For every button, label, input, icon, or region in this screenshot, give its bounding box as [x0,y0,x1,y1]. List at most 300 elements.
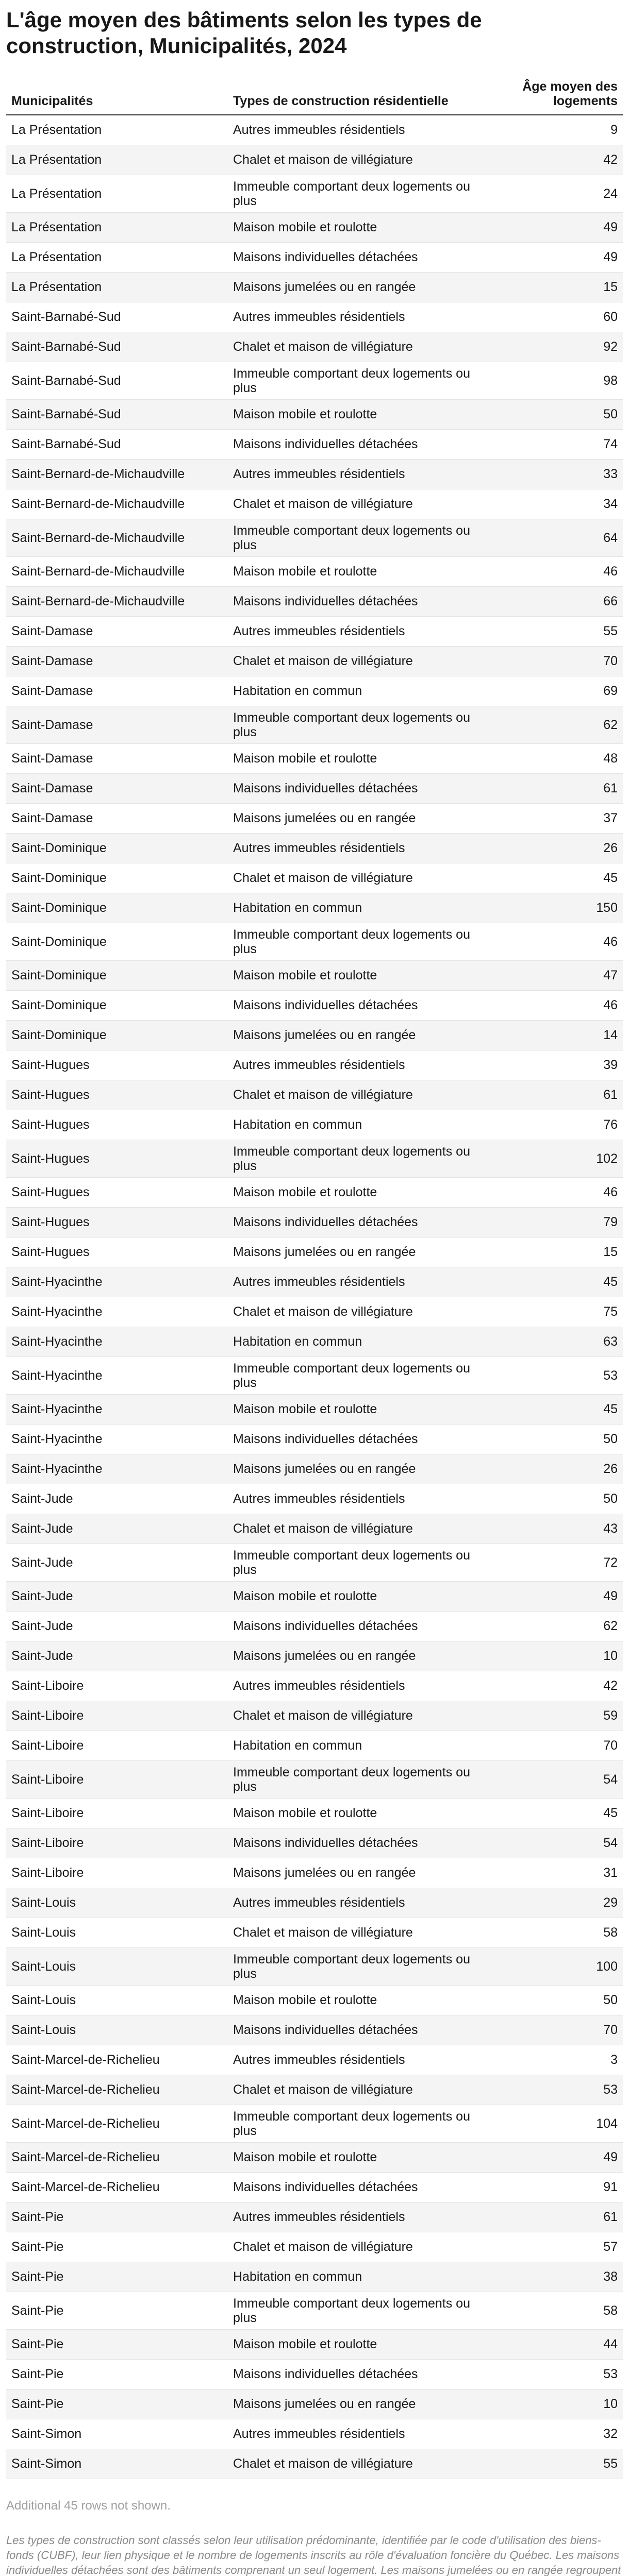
cell-construction-type: Maisons jumelées ou en rangée [228,272,496,302]
cell-average-age: 63 [496,1327,623,1357]
cell-construction-type: Autres immeubles résidentiels [228,2202,496,2232]
table-row [6,1544,623,1581]
cell-construction-type: Maisons individuelles détachées [228,242,496,272]
cell-average-age: 69 [496,676,623,706]
cell-construction-type: Chalet et maison de villégiature [228,2449,496,2479]
cell-average-age: 42 [496,1671,623,1701]
table-body [6,115,623,2479]
table-row [6,1947,623,1985]
table-row [6,706,623,743]
cell-construction-type: Autres immeubles résidentiels [228,1484,496,1514]
table-row [6,923,623,960]
cell-construction-type: Immeuble comportant deux logements ou plus [228,519,496,556]
cell-construction-type: Immeuble comportant deux logements ou plus [228,1357,496,1394]
cell-municipality: La Présentation [6,145,228,175]
table-row [6,2172,623,2202]
cell-construction-type: Immeuble comportant deux logements ou plus [228,362,496,399]
table-row [6,2045,623,2075]
cell-municipality: Saint-Damase [6,803,228,833]
cell-construction-type: Maisons individuelles détachées [228,2359,496,2389]
table-row [6,1267,623,1297]
cell-municipality: Saint-Dominique [6,833,228,863]
cell-construction-type: Maisons individuelles détachées [228,990,496,1020]
table-row [6,773,623,803]
cell-average-age: 46 [496,1177,623,1207]
cell-municipality: Saint-Louis [6,1918,228,1947]
cell-construction-type: Chalet et maison de villégiature [228,2232,496,2262]
cell-average-age: 48 [496,743,623,773]
cell-municipality: Saint-Barnabé-Sud [6,429,228,459]
cell-construction-type: Maison mobile et roulotte [228,1177,496,1207]
cell-construction-type: Habitation en commun [228,1731,496,1760]
cell-average-age: 46 [496,990,623,1020]
cell-average-age: 39 [496,1050,623,1080]
cell-construction-type: Immeuble comportant deux logements ou plus [228,2105,496,2142]
cell-construction-type: Chalet et maison de villégiature [228,1918,496,1947]
cell-municipality: Saint-Liboire [6,1858,228,1888]
cell-municipality: Saint-Dominique [6,990,228,1020]
cell-average-age: 45 [496,1394,623,1424]
table-row [6,1760,623,1798]
table-row [6,399,623,429]
cell-average-age: 76 [496,1110,623,1140]
table-row [6,1701,623,1731]
table-row [6,1671,623,1701]
cell-municipality: Saint-Hyacinthe [6,1357,228,1394]
cell-average-age: 66 [496,586,623,616]
cell-municipality: Saint-Marcel-de-Richelieu [6,2075,228,2105]
cell-construction-type: Maisons jumelées ou en rangée [228,1237,496,1267]
cell-municipality: La Présentation [6,175,228,212]
cell-municipality: Saint-Hugues [6,1177,228,1207]
table-row [6,676,623,706]
cell-construction-type: Maison mobile et roulotte [228,743,496,773]
cell-municipality: Saint-Damase [6,706,228,743]
cell-average-age: 37 [496,803,623,833]
cell-construction-type: Immeuble comportant deux logements ou plus [228,1140,496,1177]
cell-average-age: 92 [496,332,623,362]
cell-construction-type: Maisons individuelles détachées [228,1207,496,1237]
cell-average-age: 58 [496,1918,623,1947]
cell-construction-type: Autres immeubles résidentiels [228,302,496,332]
cell-average-age: 14 [496,1020,623,1050]
cell-average-age: 34 [496,489,623,519]
cell-average-age: 60 [496,302,623,332]
cell-average-age: 45 [496,1267,623,1297]
cell-municipality: Saint-Simon [6,2419,228,2449]
cell-municipality: Saint-Louis [6,2015,228,2045]
cell-construction-type: Maisons individuelles détachées [228,2172,496,2202]
table-row [6,2142,623,2172]
cell-municipality: Saint-Louis [6,1947,228,1985]
table-row [6,2419,623,2449]
cell-municipality: Saint-Dominique [6,863,228,893]
cell-construction-type: Immeuble comportant deux logements ou plus [228,1544,496,1581]
cell-construction-type: Chalet et maison de villégiature [228,1701,496,1731]
cell-construction-type: Autres immeubles résidentiels [228,616,496,646]
cell-average-age: 45 [496,863,623,893]
table-row [6,1394,623,1424]
cell-municipality: La Présentation [6,115,228,145]
cell-municipality: Saint-Marcel-de-Richelieu [6,2142,228,2172]
cell-construction-type: Habitation en commun [228,1327,496,1357]
table-row [6,2449,623,2479]
cell-construction-type: Maison mobile et roulotte [228,2329,496,2359]
table-row [6,1327,623,1357]
cell-municipality: Saint-Pie [6,2329,228,2359]
table-row [6,242,623,272]
cell-average-age: 10 [496,1641,623,1671]
table-row [6,803,623,833]
cell-municipality: Saint-Hyacinthe [6,1454,228,1484]
cell-construction-type: Autres immeubles résidentiels [228,833,496,863]
cell-average-age: 3 [496,2045,623,2075]
table-row [6,990,623,1020]
cell-average-age: 70 [496,646,623,676]
cell-construction-type: Maison mobile et roulotte [228,1985,496,2015]
cell-municipality: Saint-Hugues [6,1110,228,1140]
cell-municipality: Saint-Marcel-de-Richelieu [6,2105,228,2142]
cell-construction-type: Maison mobile et roulotte [228,1798,496,1828]
column-header-average-age[interactable]: Âge moyen des logements [496,72,623,115]
cell-municipality: Saint-Jude [6,1484,228,1514]
table-row [6,115,623,145]
cell-average-age: 62 [496,1611,623,1641]
cell-municipality: Saint-Liboire [6,1701,228,1731]
cell-average-age: 32 [496,2419,623,2449]
cell-construction-type: Autres immeubles résidentiels [228,2045,496,2075]
cell-average-age: 70 [496,2015,623,2045]
cell-construction-type: Chalet et maison de villégiature [228,646,496,676]
column-header-construction-type[interactable]: Types de construction résidentielle [228,72,496,115]
cell-municipality: Saint-Liboire [6,1731,228,1760]
cell-municipality: Saint-Jude [6,1641,228,1671]
cell-average-age: 46 [496,556,623,586]
cell-municipality: Saint-Damase [6,616,228,646]
cell-average-age: 50 [496,1484,623,1514]
cell-average-age: 62 [496,706,623,743]
cell-construction-type: Autres immeubles résidentiels [228,459,496,489]
cell-construction-type: Maison mobile et roulotte [228,556,496,586]
cell-municipality: Saint-Louis [6,1985,228,2015]
cell-average-age: 61 [496,2202,623,2232]
cell-municipality: Saint-Hugues [6,1237,228,1267]
table-row [6,1050,623,1080]
cell-average-age: 49 [496,2142,623,2172]
cell-municipality: Saint-Hugues [6,1140,228,1177]
table-row [6,556,623,586]
table-row [6,2389,623,2419]
cell-municipality: Saint-Hyacinthe [6,1394,228,1424]
table-row [6,2105,623,2142]
cell-municipality: La Présentation [6,272,228,302]
cell-average-age: 55 [496,616,623,646]
cell-average-age: 10 [496,2389,623,2419]
cell-construction-type: Chalet et maison de villégiature [228,1297,496,1327]
cell-average-age: 49 [496,1581,623,1611]
cell-municipality: Saint-Pie [6,2359,228,2389]
page [6,7,623,2576]
cell-municipality: Saint-Louis [6,1888,228,1918]
cell-municipality: Saint-Dominique [6,923,228,960]
cell-average-age: 74 [496,429,623,459]
cell-construction-type: Maison mobile et roulotte [228,960,496,990]
cell-municipality: Saint-Liboire [6,1760,228,1798]
table-row [6,2262,623,2292]
cell-average-age: 29 [496,1888,623,1918]
cell-average-age: 55 [496,2449,623,2479]
table-row [6,646,623,676]
cell-average-age: 150 [496,893,623,923]
cell-municipality: Saint-Bernard-de-Michaudville [6,489,228,519]
cell-construction-type: Immeuble comportant deux logements ou plus [228,175,496,212]
data-table [6,72,623,2479]
table-row [6,1484,623,1514]
cell-municipality: Saint-Hugues [6,1050,228,1080]
table-row [6,1828,623,1858]
additional-rows-note: Additional 45 rows not shown. [6,2498,171,2513]
header-row [6,72,623,115]
cell-construction-type: Autres immeubles résidentiels [228,1050,496,1080]
cell-construction-type: Habitation en commun [228,676,496,706]
cell-municipality: Saint-Damase [6,773,228,803]
table-row [6,833,623,863]
cell-average-age: 54 [496,1828,623,1858]
cell-construction-type: Autres immeubles résidentiels [228,1267,496,1297]
cell-construction-type: Immeuble comportant deux logements ou plus [228,1760,496,1798]
cell-municipality: Saint-Jude [6,1581,228,1611]
cell-municipality: Saint-Marcel-de-Richelieu [6,2172,228,2202]
cell-average-age: 70 [496,1731,623,1760]
cell-average-age: 53 [496,2075,623,2105]
cell-average-age: 59 [496,1701,623,1731]
cell-construction-type: Immeuble comportant deux logements ou plus [228,1947,496,1985]
cell-average-age: 24 [496,175,623,212]
cell-average-age: 45 [496,1798,623,1828]
cell-construction-type: Maison mobile et roulotte [228,212,496,242]
cell-construction-type: Chalet et maison de villégiature [228,2075,496,2105]
table-row [6,459,623,489]
cell-average-age: 53 [496,1357,623,1394]
cell-municipality: Saint-Simon [6,2449,228,2479]
footnote: Les types de construction sont classés selon leur utilisation prédominante, identifiée par le code d'utilisation des biens-fonds (CUBF), leur lien physique et le nombre de logements inscrits au rôle d'évaluation foncière du Québec. Les maisons individuelles détachées sont des bâtiments comprenant un seul logement. Les maisons jumelées ou en rangée regroupent [6,2533,621,2576]
cell-construction-type: Habitation en commun [228,2262,496,2292]
table-row [6,1110,623,1140]
cell-average-age: 72 [496,1544,623,1581]
cell-municipality: Saint-Barnabé-Sud [6,362,228,399]
cell-municipality: La Présentation [6,212,228,242]
table-row [6,1641,623,1671]
cell-municipality: Saint-Damase [6,743,228,773]
table-row [6,1237,623,1267]
cell-average-age: 50 [496,399,623,429]
cell-average-age: 104 [496,2105,623,2142]
table-row [6,863,623,893]
cell-municipality: Saint-Bernard-de-Michaudville [6,459,228,489]
cell-construction-type: Maisons jumelées ou en rangée [228,803,496,833]
table-row [6,1080,623,1110]
cell-municipality: Saint-Dominique [6,960,228,990]
cell-construction-type: Autres immeubles résidentiels [228,1671,496,1701]
cell-municipality: Saint-Jude [6,1611,228,1641]
cell-municipality: La Présentation [6,242,228,272]
cell-municipality: Saint-Marcel-de-Richelieu [6,2045,228,2075]
cell-construction-type: Maison mobile et roulotte [228,2142,496,2172]
table-row [6,212,623,242]
cell-construction-type: Immeuble comportant deux logements ou plus [228,706,496,743]
cell-municipality: Saint-Jude [6,1544,228,1581]
cell-average-age: 79 [496,1207,623,1237]
table-row [6,1020,623,1050]
cell-average-age: 15 [496,272,623,302]
cell-municipality: Saint-Pie [6,2292,228,2329]
table-row [6,302,623,332]
table-row [6,2075,623,2105]
table-row [6,489,623,519]
cell-average-age: 33 [496,459,623,489]
cell-municipality: Saint-Pie [6,2232,228,2262]
cell-average-age: 49 [496,212,623,242]
cell-average-age: 42 [496,145,623,175]
cell-construction-type: Maisons individuelles détachées [228,586,496,616]
cell-municipality: Saint-Hyacinthe [6,1297,228,1327]
table-row [6,1177,623,1207]
cell-municipality: Saint-Bernard-de-Michaudville [6,519,228,556]
cell-municipality: Saint-Pie [6,2389,228,2419]
cell-construction-type: Maisons jumelées ou en rangée [228,1454,496,1484]
table-row [6,616,623,646]
table-row [6,2292,623,2329]
table-row [6,429,623,459]
cell-municipality: Saint-Bernard-de-Michaudville [6,586,228,616]
cell-average-age: 46 [496,923,623,960]
cell-average-age: 64 [496,519,623,556]
table-row [6,1581,623,1611]
cell-construction-type: Chalet et maison de villégiature [228,332,496,362]
cell-municipality: Saint-Pie [6,2262,228,2292]
table-row [6,960,623,990]
table-row [6,743,623,773]
cell-average-age: 47 [496,960,623,990]
table-row [6,175,623,212]
table-row [6,1611,623,1641]
table-row [6,1731,623,1760]
cell-average-age: 100 [496,1947,623,1985]
cell-average-age: 9 [496,115,623,145]
cell-construction-type: Maisons individuelles détachées [228,429,496,459]
cell-construction-type: Autres immeubles résidentiels [228,115,496,145]
cell-average-age: 31 [496,1858,623,1888]
table-row [6,1918,623,1947]
table-row [6,2359,623,2389]
cell-average-age: 38 [496,2262,623,2292]
cell-construction-type: Immeuble comportant deux logements ou plus [228,2292,496,2329]
cell-construction-type: Autres immeubles résidentiels [228,2419,496,2449]
cell-construction-type: Maisons individuelles détachées [228,2015,496,2045]
table-row [6,893,623,923]
cell-average-age: 49 [496,242,623,272]
table-row [6,1140,623,1177]
cell-municipality: Saint-Hyacinthe [6,1327,228,1357]
cell-construction-type: Maison mobile et roulotte [228,399,496,429]
table-row [6,1207,623,1237]
cell-construction-type: Habitation en commun [228,1110,496,1140]
cell-average-age: 50 [496,1424,623,1454]
table-row [6,2232,623,2262]
cell-municipality: Saint-Hugues [6,1207,228,1237]
cell-average-age: 53 [496,2359,623,2389]
cell-construction-type: Maisons individuelles détachées [228,773,496,803]
cell-municipality: Saint-Liboire [6,1798,228,1828]
cell-municipality: Saint-Damase [6,646,228,676]
page-title: L'âge moyen des bâtiments selon les types de construction, Municipalités, 2024 [6,8,482,58]
cell-average-age: 26 [496,1454,623,1484]
cell-construction-type: Chalet et maison de villégiature [228,1080,496,1110]
table-row [6,1798,623,1828]
cell-municipality: Saint-Hyacinthe [6,1267,228,1297]
cell-construction-type: Autres immeubles résidentiels [228,1888,496,1918]
table-row [6,1514,623,1544]
cell-construction-type: Maison mobile et roulotte [228,1581,496,1611]
cell-construction-type: Maisons individuelles détachées [228,1424,496,1454]
cell-average-age: 58 [496,2292,623,2329]
cell-municipality: Saint-Pie [6,2202,228,2232]
cell-average-age: 43 [496,1514,623,1544]
cell-construction-type: Maison mobile et roulotte [228,1394,496,1424]
cell-construction-type: Immeuble comportant deux logements ou plus [228,923,496,960]
cell-municipality: Saint-Liboire [6,1671,228,1701]
cell-average-age: 61 [496,1080,623,1110]
cell-construction-type: Maisons jumelées ou en rangée [228,2389,496,2419]
cell-construction-type: Chalet et maison de villégiature [228,863,496,893]
table-row [6,332,623,362]
table-row [6,1985,623,2015]
table-row [6,362,623,399]
cell-average-age: 54 [496,1760,623,1798]
table-row [6,145,623,175]
table-row [6,272,623,302]
cell-average-age: 91 [496,2172,623,2202]
table-row [6,586,623,616]
column-header-municipality[interactable]: Municipalités [6,72,228,115]
cell-municipality: Saint-Dominique [6,893,228,923]
table-row [6,1357,623,1394]
cell-municipality: Saint-Liboire [6,1828,228,1858]
table-row [6,2015,623,2045]
cell-municipality: Saint-Barnabé-Sud [6,302,228,332]
cell-construction-type: Maisons jumelées ou en rangée [228,1641,496,1671]
table-row [6,2202,623,2232]
cell-average-age: 50 [496,1985,623,2015]
table-row [6,2329,623,2359]
cell-municipality: Saint-Damase [6,676,228,706]
cell-construction-type: Maisons jumelées ou en rangée [228,1020,496,1050]
table-header [6,72,623,115]
cell-average-age: 15 [496,1237,623,1267]
cell-municipality: Saint-Barnabé-Sud [6,399,228,429]
cell-municipality: Saint-Bernard-de-Michaudville [6,556,228,586]
table-row [6,1858,623,1888]
cell-municipality: Saint-Hugues [6,1080,228,1110]
table-row [6,1424,623,1454]
cell-construction-type: Chalet et maison de villégiature [228,1514,496,1544]
cell-municipality: Saint-Dominique [6,1020,228,1050]
cell-average-age: 44 [496,2329,623,2359]
cell-average-age: 26 [496,833,623,863]
cell-municipality: Saint-Jude [6,1514,228,1544]
table-row [6,519,623,556]
table-row [6,1297,623,1327]
